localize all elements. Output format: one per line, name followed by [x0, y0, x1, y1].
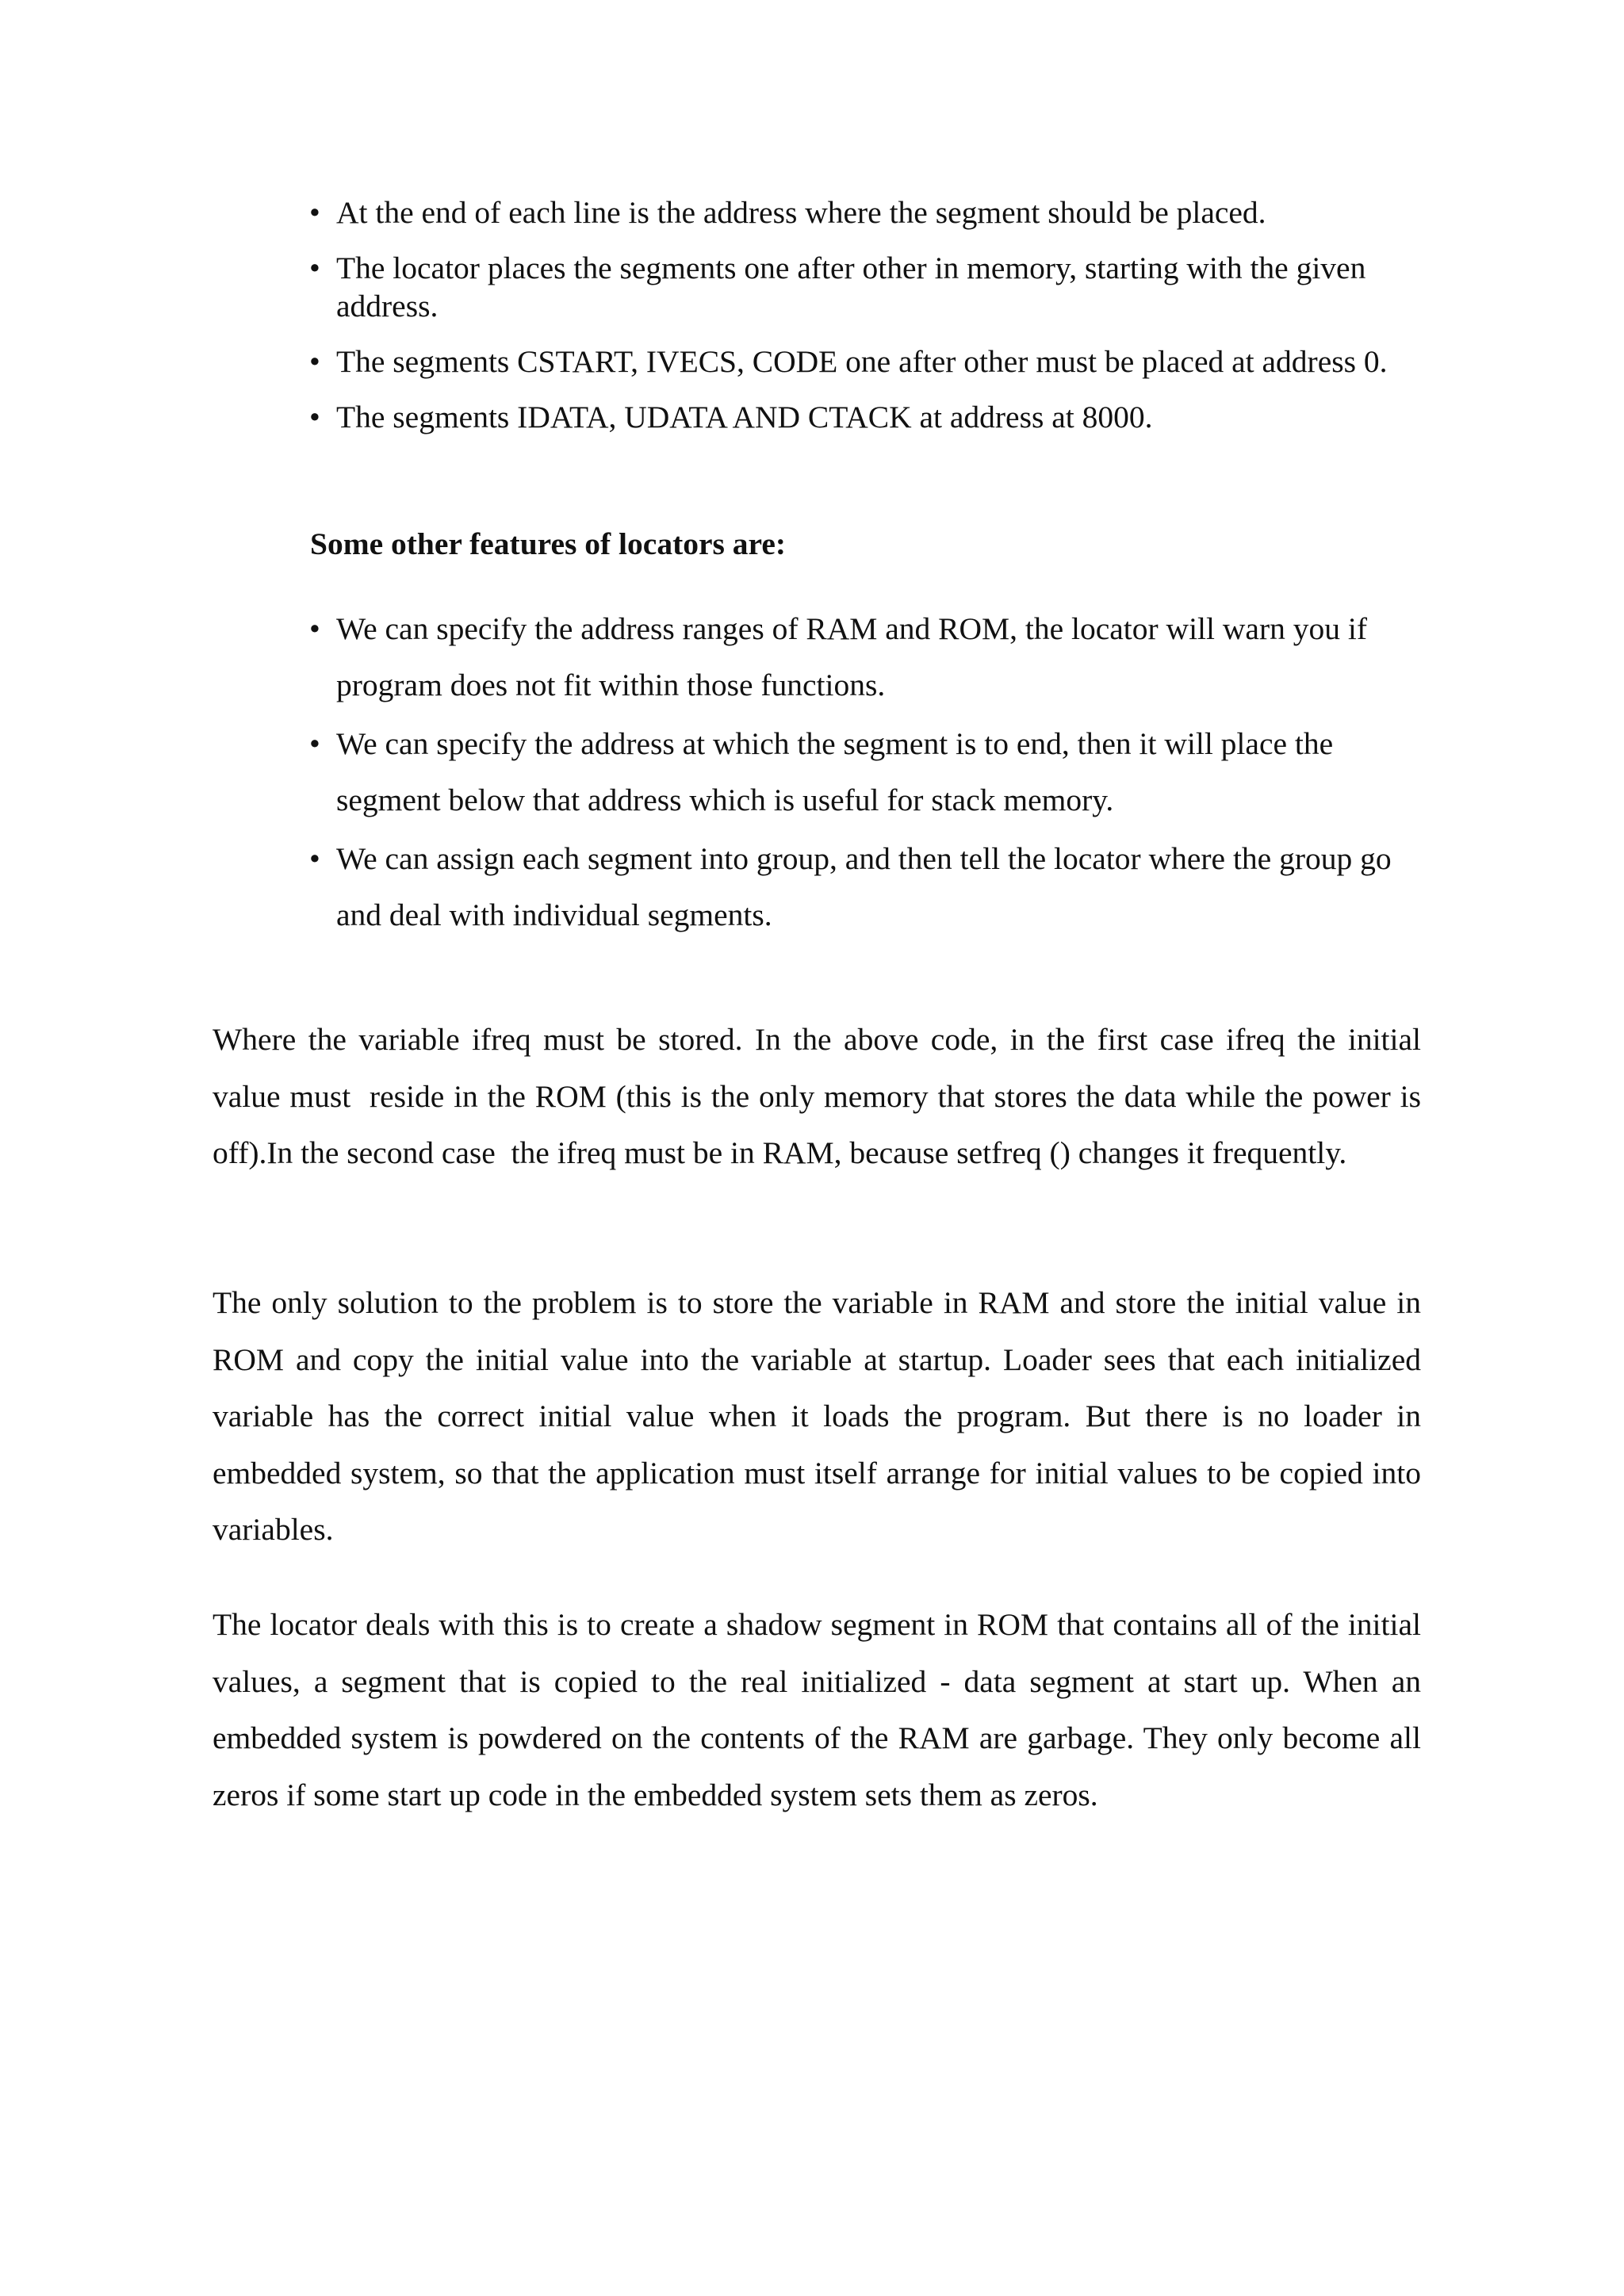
- bullet-icon: •: [309, 611, 320, 646]
- list-item-text: We can assign each segment into group, and then tell the locator where the group go and deal with individual segments.: [336, 841, 1392, 932]
- bullet-icon: •: [309, 726, 320, 761]
- section-heading: Some other features of locators are:: [310, 526, 787, 561]
- list-item: [308, 398, 1426, 436]
- body-paragraph: The locator deals with this is to create a shadow segment in ROM that contains all of the initial values, a segment that is copied to the real initialized - data segment at start up. When an embedded system is powdered on the contents of the RAM are garbage. They only become all zeros if some start up code in the embedded system sets them as zeros.: [213, 1607, 1429, 1812]
- list-item-text: We can specify the address at which the segment is to end, then it will place the segment below that address which is useful for stack memory.: [336, 726, 1334, 817]
- body-paragraph: The only solution to the problem is to store the variable in RAM and store the initial value in ROM and copy the initial value into the variable at startup. Loader sees that each initialized variable has the correct initial value when it loads the program. But there is no loader in embedded system, so that the application must itself arrange for initial values to be copied into variables.: [213, 1285, 1429, 1547]
- list-item: [308, 342, 1426, 381]
- bullet-icon: •: [309, 400, 320, 434]
- list-item: [308, 193, 1426, 232]
- bullet-icon: •: [309, 344, 320, 379]
- list-item-text: The segments CSTART, IVECS, CODE one after other must be placed at address 0.: [336, 344, 1388, 379]
- list-item-text: We can specify the address ranges of RAM and ROM, the locator will warn you if program does not fit within those functions.: [336, 611, 1367, 702]
- bullet-icon: •: [309, 251, 320, 285]
- list-item-text: At the end of each line is the address where the segment should be placed.: [336, 195, 1266, 230]
- list-item-text: The segments IDATA, UDATA AND CTACK at address at 8000.: [336, 400, 1153, 434]
- segment-placement-list: [308, 193, 1426, 453]
- list-item: [308, 601, 1426, 714]
- bullet-icon: •: [309, 841, 320, 876]
- bullet-icon: •: [309, 195, 320, 230]
- list-item: [308, 831, 1426, 943]
- list-item-text: The locator places the segments one after other in memory, starting with the given address.: [336, 251, 1366, 323]
- body-paragraph: Where the variable ifreq must be stored. In the above code, in the first case ifreq the initial value must reside in the ROM (this is the only memory that stores the data while the power is off).In the second case the ifreq must be in RAM, because setfreq () changes it frequently.: [213, 1022, 1429, 1170]
- list-item: [308, 716, 1426, 828]
- list-item: [308, 249, 1426, 325]
- locator-features-list: [308, 601, 1426, 946]
